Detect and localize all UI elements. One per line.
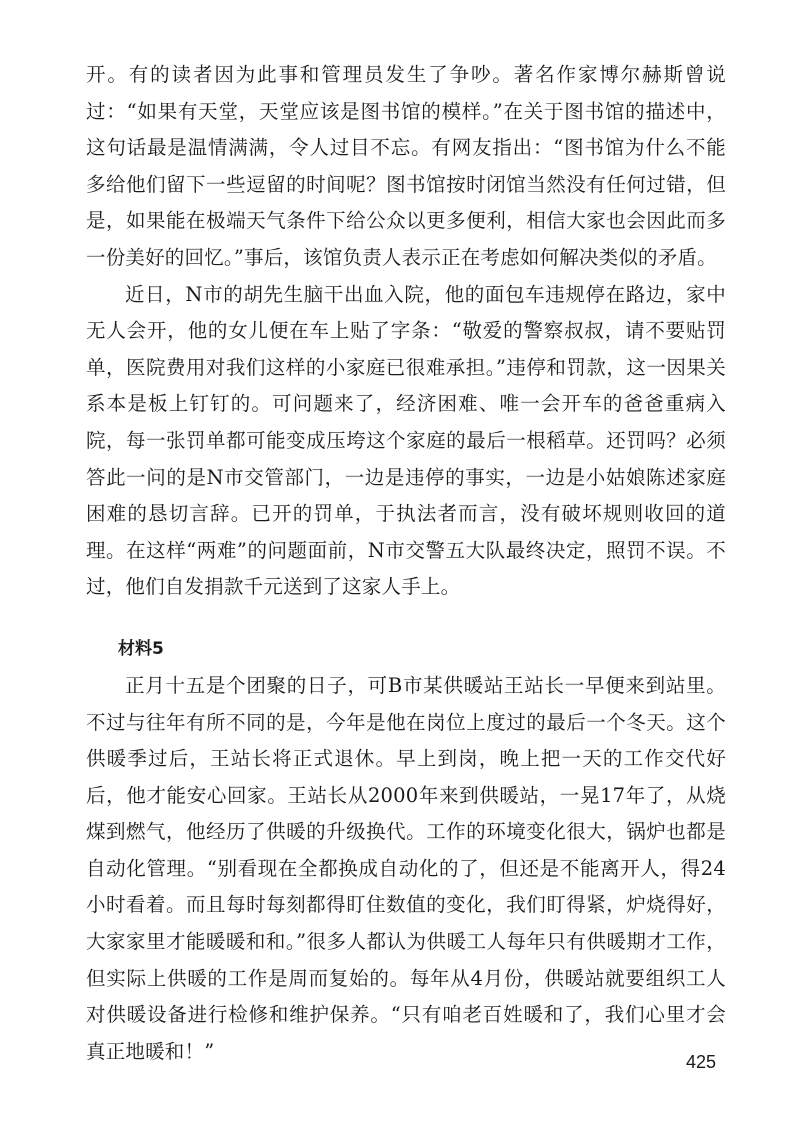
paragraph-parking-ticket: 近日，N市的胡先生脑干出血入院，他的面包车违规停在路边，家中无人会开，他的女儿便在车上贴了字条：“敬爱的警察叔叔，请不要贴罚单，医院费用对我们这样的小家庭已很难承担。”违停和罚款，这一因果关系本是板上钉钉的。可问题来了，经济困难、唯一会开车的爸爸重病入院，每一张罚单都可能变成压垮这个家庭的最后一根稻草。还罚吗？必须答此一问的是N市交管部门，一边是违停的事实，一边是小姑娘陈述家庭困难的恳切言辞。已开的罚单，于执法者而言，没有破坏规则收回的道理。在这样“两难”的问题面前，N市交警五大队最终决定，照罚不误。不过，他们自发捐款千元送到了这家人手上。 [86, 282, 726, 599]
paragraph-library: 开。有的读者因为此事和管理员发生了争吵。著名作家博尔赫斯曾说过：“如果有天堂，天堂应该是图书馆的模样。”在关于图书馆的描述中，这句话最是温情满满，令人过目不忘。有网友指出：“图书馆为什么不能多给他们留下一些逗留的时间呢？图书馆按时闭馆当然没有任何过错，但是，如果能在极端天气条件下给公众以更多便利，相信大家也会因此而多一份美好的回忆。”事后，该馆负责人表示正在考虑如何解决类似的矛盾。 [86, 63, 726, 269]
page-number: 425 [686, 1052, 717, 1072]
section-heading: 材料5 [118, 638, 164, 659]
body-text [86, 57, 726, 1070]
paragraph-heating-station: 正月十五是个团聚的日子，可B市某供暖站王站长一早便来到站里。不过与往年有所不同的是，今年是他在岗位上度过的最后一个冬天。这个供暖季过后，王站长将正式退休。早上到岗，晚上把一天的工作交代好后，他才能安心回家。王站长从2000年来到供暖站，一晃17年了，从烧煤到燃气，他经历了供暖的升级换代。工作的环境变化很大，锅炉也都是自动化管理。“别看现在全都换成自动化的了，但还是不能离开人，得24小时看着。而且每时每刻都得盯住数值的变化，我们盯得紧，炉烧得好，大家家里才能暖暖和和。”很多人都认为供暖工人每年只有供暖期才工作，但实际上供暖的工作是周而复始的。每年从4月份，供暖站就要组织工人对供暖设备进行检修和维护保养。“只有咱老百姓暖和了，我们心里才会真正地暖和！” [86, 673, 726, 1063]
